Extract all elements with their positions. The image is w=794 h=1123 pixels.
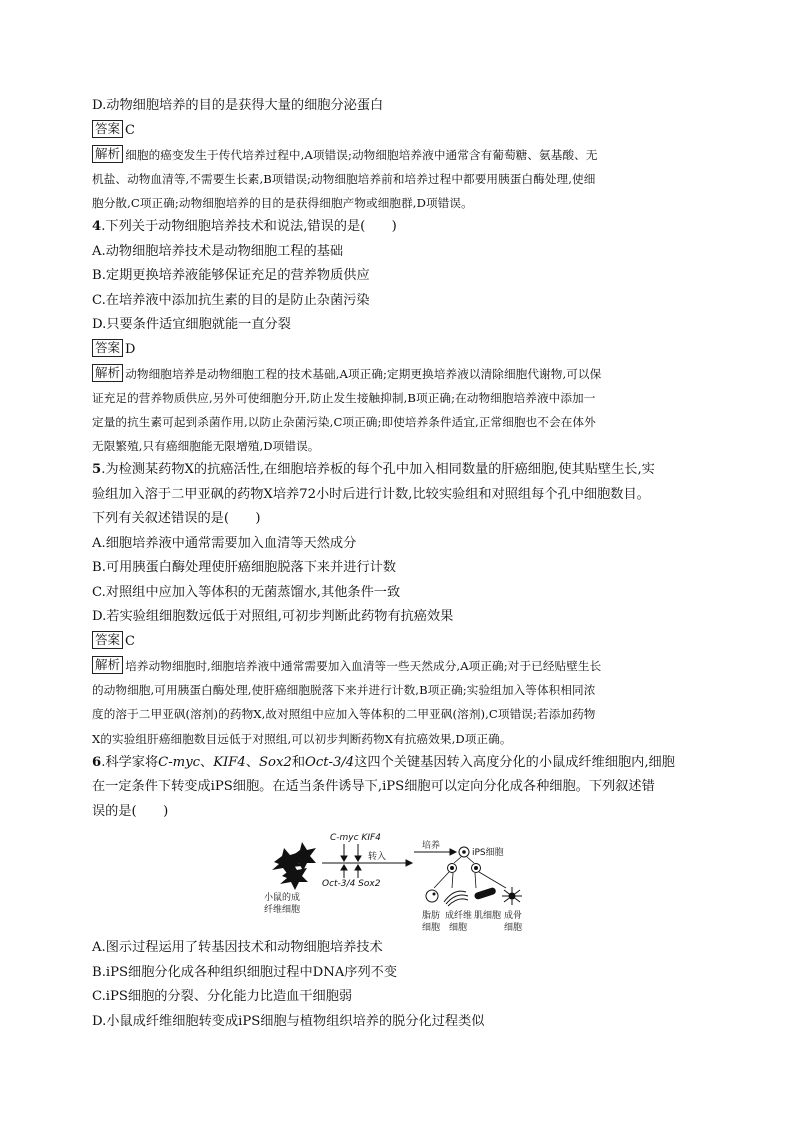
q4-option-a: A.动物细胞培养技术是动物细胞工程的基础 (92, 243, 344, 259)
q4-explanation-line: 无限繁殖,只有癌细胞能无限增殖,D项错误。 (92, 439, 320, 454)
q4-number: 4 (92, 219, 102, 235)
q5-stem-line: 下列有关叙述错误的是( ) (92, 511, 261, 527)
q3-answer (92, 119, 704, 143)
cell-label-bone-2: 细胞 (504, 923, 523, 934)
transfer-arrow (322, 860, 412, 866)
q4-explanation-line: 定量的抗生素可起到杀菌作用,以防止杂菌污染,C项正确;即使培养条件适宜,正常细胞也不会在体外 (92, 415, 596, 430)
gene-oct: Oct-3/4 (305, 754, 355, 770)
ips-diagram (92, 830, 704, 934)
cell-label-fat-1: 脂肪 (422, 911, 441, 922)
source-label-2: 纤维细胞 (264, 905, 301, 916)
q6-option-d: D.小鼠成纤维细胞转变成iPS细胞与植物组织培养的脱分化过程类似 (92, 1013, 485, 1029)
answer-tag: 答案 (92, 120, 123, 138)
explain-tag: 解析 (92, 364, 123, 382)
dividing-cells-icon (448, 864, 481, 873)
fibroblast-cells-icon (272, 842, 316, 890)
q6-stem-line: 6.科学家将C-myc、KIF4、Sox2和Oct-3/4这四个关键基因转入高度分化的小鼠成纤维细胞内,细胞 (92, 754, 675, 770)
genes-bottom-label: Oct-3/4 Sox2 (322, 879, 381, 890)
q5-stem-line: 验组加入溶于二甲亚砜的药物X培养72小时后进行计数,比较实验组和对照组每个孔中细胞数目。 (92, 486, 650, 502)
gene-kif4: KIF4 (213, 754, 246, 770)
q6-stem-line: 在一定条件下转变成iPS细胞。在适当条件诱导下,iPS细胞可以定向分化成各种细胞。下列叙述错 (92, 779, 655, 795)
q5-explanation-line: 解析 培养动物细胞时,细胞培养液中通常需要加入血清等一些天然成分,A项正确;对于已经贴壁生长 (92, 654, 704, 678)
cell-label-fibro-1: 成纤维 (445, 911, 473, 922)
muscle-cell-icon (474, 887, 497, 900)
q5-option-c: C.对照组中应加入等体积的无菌蒸馏水,其他条件一致 (92, 584, 401, 600)
q3-answer-value: C (125, 122, 135, 138)
explain-tag: 解析 (92, 145, 123, 163)
q4-answer-value: D (125, 341, 136, 357)
culture-label: 培养 (422, 841, 441, 852)
ips-label: iPS细胞 (472, 848, 504, 859)
q3-option-d: D.动物细胞培养的目的是获得大量的细胞分泌蛋白 (92, 98, 384, 113)
q5-explanation-line: X的实验组肝癌细胞数目远低于对照组,可以初步判断药物X有抗癌效果,D项正确。 (92, 731, 512, 746)
q5-stem-line: 5.为检测某药物X的抗癌活性,在细胞培养板的每个孔中加入相同数量的肝癌细胞,使其贴壁生长,实 (92, 462, 655, 478)
ips-diagram-svg (262, 830, 532, 934)
q5-option-a: A.细胞培养液中通常需要加入血清等天然成分 (92, 535, 357, 551)
q3-explanation-line: 胞分散,C项正确;动物细胞培养的目的是获得细胞产物或细胞群,D项错误。 (92, 195, 473, 210)
q4-explanation-line: 解析 动物细胞培养是动物细胞工程的技术基础,A项正确;定期更换培养液以清除细胞代谢物,可以保 (92, 362, 704, 386)
q5-explanation-line: 的动物细胞,可用胰蛋白酶处理,使肝癌细胞脱落下来并进行计数,B项正确;实验组加入等体积相同浓 (92, 683, 596, 698)
q4-option-c: C.在培养液中添加抗生素的目的是防止杂菌污染 (92, 292, 370, 308)
q4-option-b: B.定期更换培养液能够保证充足的营养物质供应 (92, 268, 370, 284)
q6-option-c: C.iPS细胞的分裂、分化能力比造血干细胞弱 (92, 989, 353, 1005)
q4-option-d: D.只要条件适宜细胞就能一直分裂 (92, 317, 291, 333)
q5-number: 5 (92, 462, 102, 478)
q4-stem: 4.下列关于动物细胞培养技术和说法,错误的是( ) (92, 219, 397, 235)
gene-arrows (341, 844, 361, 878)
gene-cmyc: C-myc (158, 754, 201, 770)
genes-top-label: C-myc KIF4 (330, 833, 381, 844)
q5-answer (92, 630, 704, 654)
q5-explanation-line: 度的溶于二甲亚砜(溶剂)的药物X,故对照组中应加入等体积的二甲亚砜(溶剂),C项错误;若添加药物 (92, 707, 596, 722)
cell-label-fat-2: 细胞 (422, 923, 441, 934)
q4-answer (92, 338, 704, 362)
q4-explanation-line: 证充足的营养物质供应,另外可使细胞分开,防止发生接触抑制,B项正确;在动物细胞培养液中添加一 (92, 390, 596, 405)
q5-option-b: B.可用胰蛋白酶处理使肝癌细胞脱落下来并进行计数 (92, 560, 397, 576)
fibroblast-cell-icon (444, 891, 468, 906)
q6-option-b: B.iPS细胞分化成各种组织细胞过程中DNA序列不变 (92, 964, 398, 980)
cell-label-muscle: 肌细胞 (474, 911, 502, 922)
differentiation-arrows (434, 857, 506, 888)
q6-option-a: A.图示过程运用了转基因技术和动物细胞培养技术 (92, 940, 383, 956)
cell-label-fibro-2: 细胞 (449, 923, 468, 934)
answer-tag: 答案 (92, 339, 123, 357)
source-label-1: 小鼠的成 (264, 893, 301, 904)
q5-answer-value: C (125, 633, 135, 649)
bone-cell-icon (502, 887, 522, 905)
answer-tag: 答案 (92, 631, 123, 649)
q6-stem-line: 误的是( ) (92, 803, 169, 819)
gene-sox2: Sox2 (259, 754, 292, 770)
transfer-label: 转入 (368, 852, 387, 863)
q5-option-d: D.若实验组细胞数远低于对照组,可初步判断此药物有抗癌效果 (92, 609, 454, 625)
cell-label-bone-1: 成骨 (504, 911, 523, 922)
q3-explanation-line: 机盐、动物血清等,不需要生长素,B项错误;动物细胞培养前和培养过程中都要用胰蛋白酶处理,使细 (92, 171, 596, 186)
fat-cell-icon (426, 890, 438, 902)
explain-tag: 解析 (92, 656, 123, 674)
worksheet-page (92, 94, 704, 1034)
q6-number: 6 (92, 754, 102, 770)
q3-explanation-line: 解析 细胞的癌变发生于传代培养过程中,A项错误;动物细胞培养液中通常含有葡萄糖、氨基酸、无 (92, 143, 704, 167)
